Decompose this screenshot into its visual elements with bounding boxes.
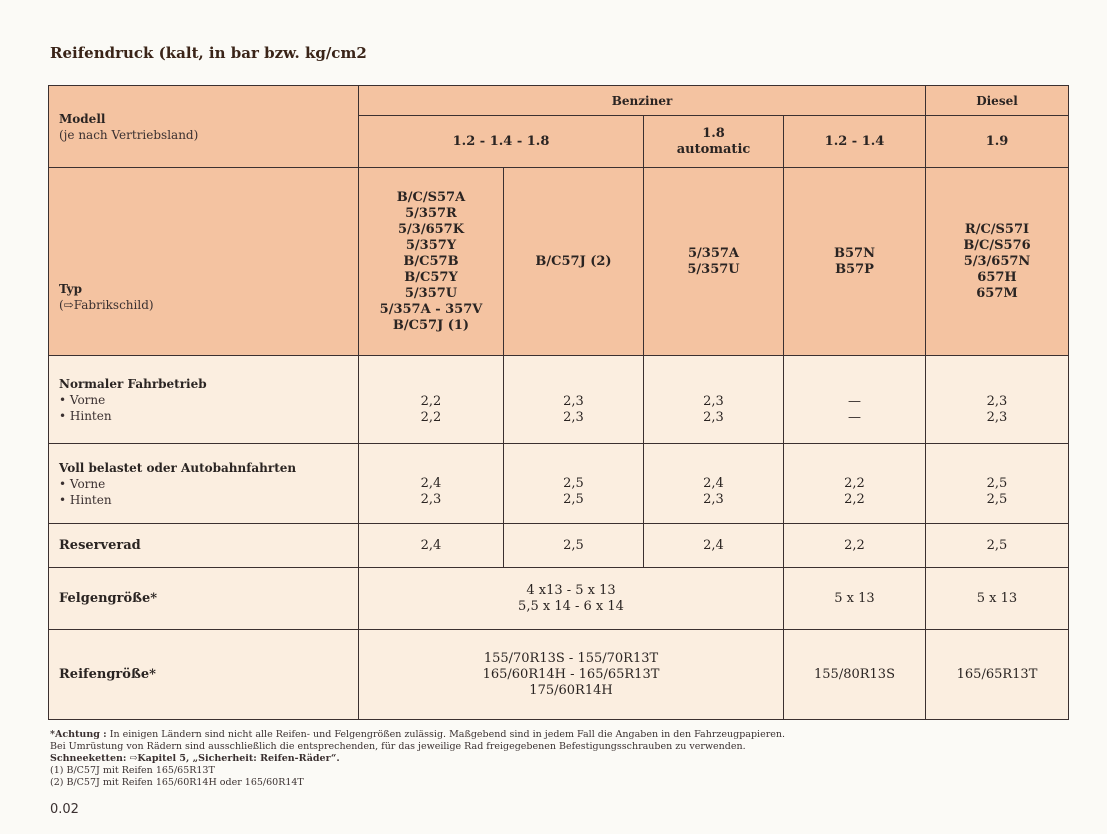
reifen-label: Reifengröße* (49, 630, 359, 720)
value: 2,3 (563, 393, 584, 409)
normal-label: Normaler Fahrbetrieb (59, 376, 207, 391)
typ-col-5 (926, 168, 1069, 356)
felgen-row (49, 568, 1069, 630)
value: 2,3 (703, 491, 724, 507)
typ-label: Typ (59, 281, 82, 296)
vorne-label: • Vorne (59, 392, 106, 407)
page-number: 0.02 (50, 802, 79, 817)
value: 2,3 (986, 409, 1008, 425)
reserve-label: Reserverad (49, 524, 359, 568)
typ-item: 5/357U (404, 285, 458, 301)
value: 2,3 (986, 393, 1008, 409)
reifen-benz (359, 630, 784, 720)
schnee-note (50, 753, 1090, 765)
vorne-label: • Vorne (59, 476, 106, 491)
value: 2,2 (844, 491, 865, 507)
value: 155/70R13S - 155/70R13T (483, 650, 659, 666)
achtung-note (50, 729, 1090, 741)
benziner-header: Benziner (359, 86, 926, 116)
value: — (848, 409, 861, 425)
voll-c3 (644, 444, 784, 524)
achtung-text: In einigen Ländern sind nicht alle Reifen- und Felgengrößen zulässig. Maßgebend sind in jedem Fall die Angaben in den Fahrzeugpapieren. (109, 729, 785, 740)
normal-c3 (644, 356, 784, 444)
engine-col-3 (644, 116, 784, 168)
felgen-benz (359, 568, 784, 630)
value: 2,4 (703, 475, 724, 491)
typ-item: 5/357U (687, 261, 740, 277)
page-title: Reifendruck (kalt, in bar bzw. kg/cm2 (50, 44, 367, 62)
typ-item: B57P (835, 261, 874, 277)
normal-c2 (504, 356, 644, 444)
typ-item: B/C/S576 (963, 237, 1031, 253)
reifen-c4: 155/80R13S (784, 630, 926, 720)
value: 2,5 (563, 491, 584, 507)
typ-col-4 (784, 168, 926, 356)
modell-label: Modell (59, 111, 106, 126)
reifen-row (49, 630, 1069, 720)
typ-item: R/C/S57I (964, 221, 1030, 237)
value: 2,2 (844, 475, 865, 491)
modell-header-cell (49, 86, 359, 168)
typ-col-1 (359, 168, 504, 356)
value: 2,3 (563, 409, 584, 425)
reserve-c2: 2,5 (504, 524, 644, 568)
voll-c5 (926, 444, 1069, 524)
schnee-link[interactable]: ⇨Kapitel 5, „Sicherheit: Reifen-Räder“. (129, 753, 340, 764)
engine-automatic: automatic (676, 141, 751, 157)
normal-c4 (784, 356, 926, 444)
value: 2,3 (703, 393, 724, 409)
value: 4 x13 - 5 x 13 (526, 582, 616, 598)
typ-item: 5/3/657N (963, 253, 1031, 269)
reifen-c5: 165/65R13T (926, 630, 1069, 720)
voll-label-cell (49, 444, 359, 524)
hinten-label: • Hinten (59, 408, 112, 423)
value: — (848, 393, 861, 409)
header-row-fuel (49, 86, 1069, 116)
value: 2,2 (420, 393, 442, 409)
voll-row (49, 444, 1069, 524)
umruestung-note: Bei Umrüstung von Rädern sind ausschließlich die entsprechenden, für das jeweilige Rad freigegebenen Befestigungsschrauben zu verwenden. (50, 741, 746, 752)
hinten-label: • Hinten (59, 492, 112, 507)
voll-c2 (504, 444, 644, 524)
reserve-c1: 2,4 (359, 524, 504, 568)
footnote-2: (2) B/C57J mit Reifen 165/60R14H oder 165/60R14T (50, 777, 304, 788)
normal-label-cell (49, 356, 359, 444)
voll-c1 (359, 444, 504, 524)
value: 2,4 (420, 475, 442, 491)
voll-label: Voll belastet oder Autobahnfahrten (59, 460, 297, 475)
voll-c4 (784, 444, 926, 524)
normal-c1 (359, 356, 504, 444)
value: 2,3 (703, 409, 724, 425)
typ-col-3 (644, 168, 784, 356)
typ-item: 657H (977, 269, 1017, 285)
typ-item: 5/357A - 357V (379, 301, 483, 317)
tire-pressure-table (48, 85, 1069, 720)
normal-c5 (926, 356, 1069, 444)
typ-row (49, 168, 1069, 356)
typ-item: 5/357A (687, 245, 740, 261)
typ-item: 657M (976, 285, 1018, 301)
modell-sub: (je nach Vertriebsland) (59, 127, 199, 142)
typ-item: 5/3/657K (397, 221, 465, 237)
value: 2,3 (420, 491, 442, 507)
value: 175/60R14H (529, 682, 613, 698)
value: 2,5 (986, 491, 1008, 507)
reserve-c4: 2,2 (784, 524, 926, 568)
engine-col-4: 1.2 - 1.4 (784, 116, 926, 168)
typ-col-2 (504, 168, 644, 356)
felgen-c4: 5 x 13 (784, 568, 926, 630)
felgen-c5: 5 x 13 (926, 568, 1069, 630)
reserve-row (49, 524, 1069, 568)
typ-item: B/C57Y (404, 269, 458, 285)
achtung-label: *Achtung : (50, 729, 107, 740)
typ-item: 5/357R (405, 205, 457, 221)
value: 165/60R14H - 165/65R13T (482, 666, 660, 682)
footnote-1: (1) B/C57J mit Reifen 165/65R13T (50, 765, 215, 776)
felgen-label: Felgengröße* (49, 568, 359, 630)
footnotes (50, 729, 1090, 789)
typ-sub: (⇨Fabrikschild) (59, 297, 154, 312)
reserve-c3: 2,4 (644, 524, 784, 568)
reserve-c5: 2,5 (926, 524, 1069, 568)
typ-label-cell (49, 168, 359, 356)
schnee-label: Schneeketten: (50, 753, 127, 764)
typ-item: B/C57B (403, 253, 459, 269)
diesel-header: Diesel (926, 86, 1069, 116)
typ-item: 5/357Y (405, 237, 457, 253)
typ-item: B/C57J (2) (535, 253, 612, 269)
value: 2,2 (420, 409, 442, 425)
typ-item: B/C/S57A (396, 189, 466, 205)
typ-item: B57N (834, 245, 875, 261)
value: 5,5 x 14 - 6 x 14 (518, 598, 624, 614)
engine-col-1: 1.2 - 1.4 - 1.8 (359, 116, 644, 168)
engine-18: 1.8 (702, 125, 725, 141)
normal-row (49, 356, 1069, 444)
engine-col-5: 1.9 (926, 116, 1069, 168)
value: 2,5 (563, 475, 584, 491)
value: 2,5 (986, 475, 1008, 491)
typ-item: B/C57J (1) (392, 317, 470, 333)
